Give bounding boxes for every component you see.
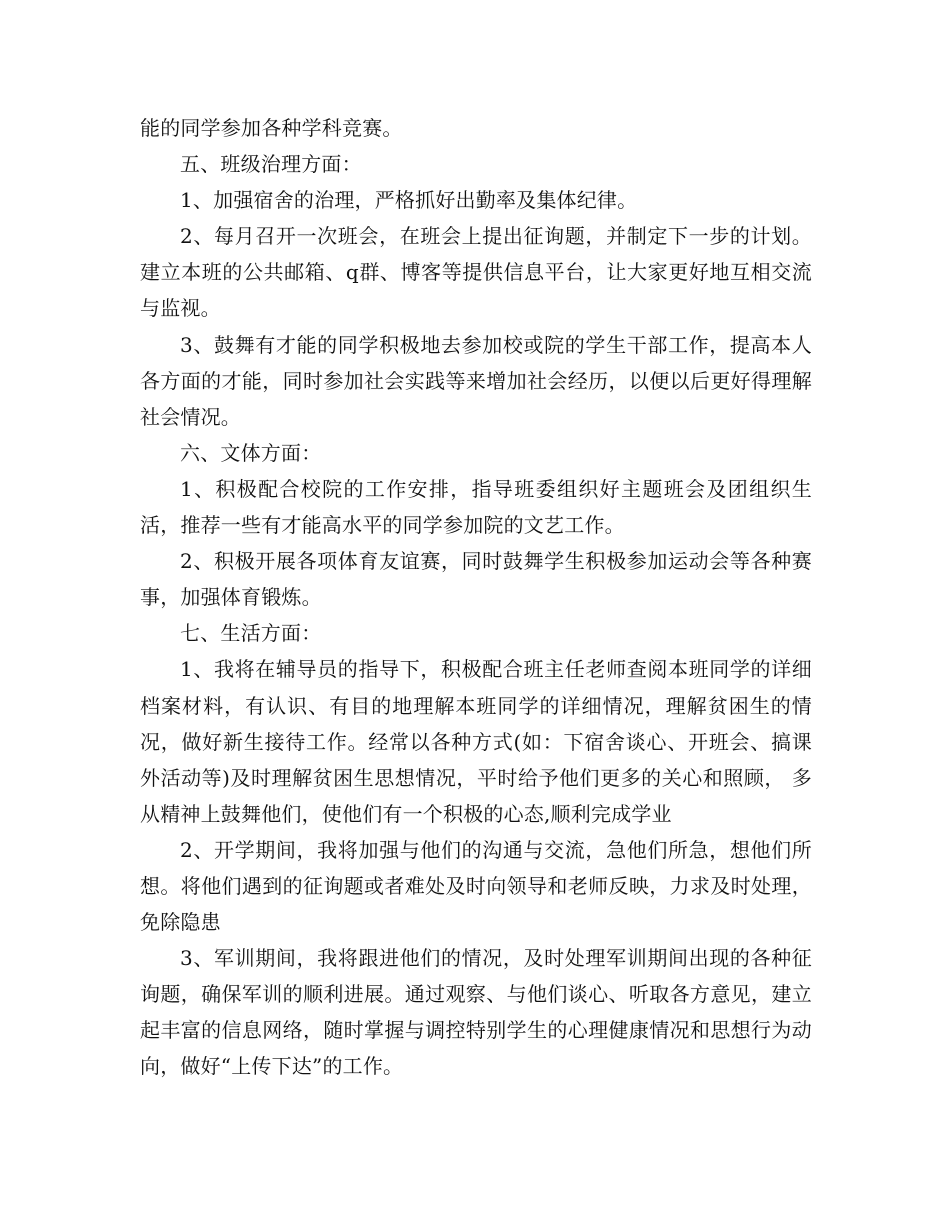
- section-heading-daily-life: 七、生活方面：: [180, 621, 322, 646]
- paragraph: 2、开学期间，我将加强与他们的沟通与交流，急他们所急，想他们所想。将他们遇到的征询题或者难处及时向领导和老师反映，力求及时处理，免除隐患: [140, 837, 812, 935]
- paragraph-continuation: 能的同学参加各种学科竞赛。: [140, 116, 403, 140]
- paragraph: 2、积极开展各项体育友谊赛，同时鼓舞学生积极参加运动会等各种赛事，加强体育锻炼。: [140, 549, 812, 610]
- paragraph: 1、加强宿舍的治理，严格抓好出勤率及集体纪律。: [180, 188, 638, 213]
- section-heading-class-management: 五、班级治理方面：: [180, 152, 362, 177]
- paragraph: 3、军训期间，我将跟进他们的情况，及时处理军训期间出现的各种征询题，确保军训的顺利进展。通过观察、与他们谈心、听取各方意见，建立起丰富的信息网络，随时掌握与调控特别学生的心理健康情况和思想行为动向，做好“上传下达”的工作。: [140, 946, 812, 1079]
- document-body: [140, 110, 812, 1085]
- section-heading-culture-sports: 六、文体方面：: [180, 440, 322, 465]
- paragraph: 1、我将在辅导员的指导下，积极配合班主任老师查阅本班同学的详细档案材料，有认识、有目的地理解本班同学的详细情况，理解贫困生的情况，做好新生接待工作。经常以各种方式(如：下宿舍谈心、开班会、搞课外活动等)及时理解贫困生思想情况，平时给予他们更多的关心和照顾， 多从精神上鼓舞他们，使他们有一个积极的心态,顺利完成学业: [140, 657, 812, 826]
- paragraph: 1、积极配合校院的工作安排，指导班委组织好主题班会及团组织生活，推荐一些有才能高水平的同学参加院的文艺工作。: [140, 476, 812, 538]
- paragraph: 2、每月召开一次班会，在班会上提出征询题，并制定下一步的计划。建立本班的公共邮箱、q群、博客等提供信息平台，让大家更好地互相交流与监视。: [140, 224, 812, 321]
- paragraph: 3、鼓舞有才能的同学积极地去参加校或院的学生干部工作，提高本人各方面的才能，同时参加社会实践等来增加社会经历，以便以后更好得理解社会情况。: [140, 332, 812, 429]
